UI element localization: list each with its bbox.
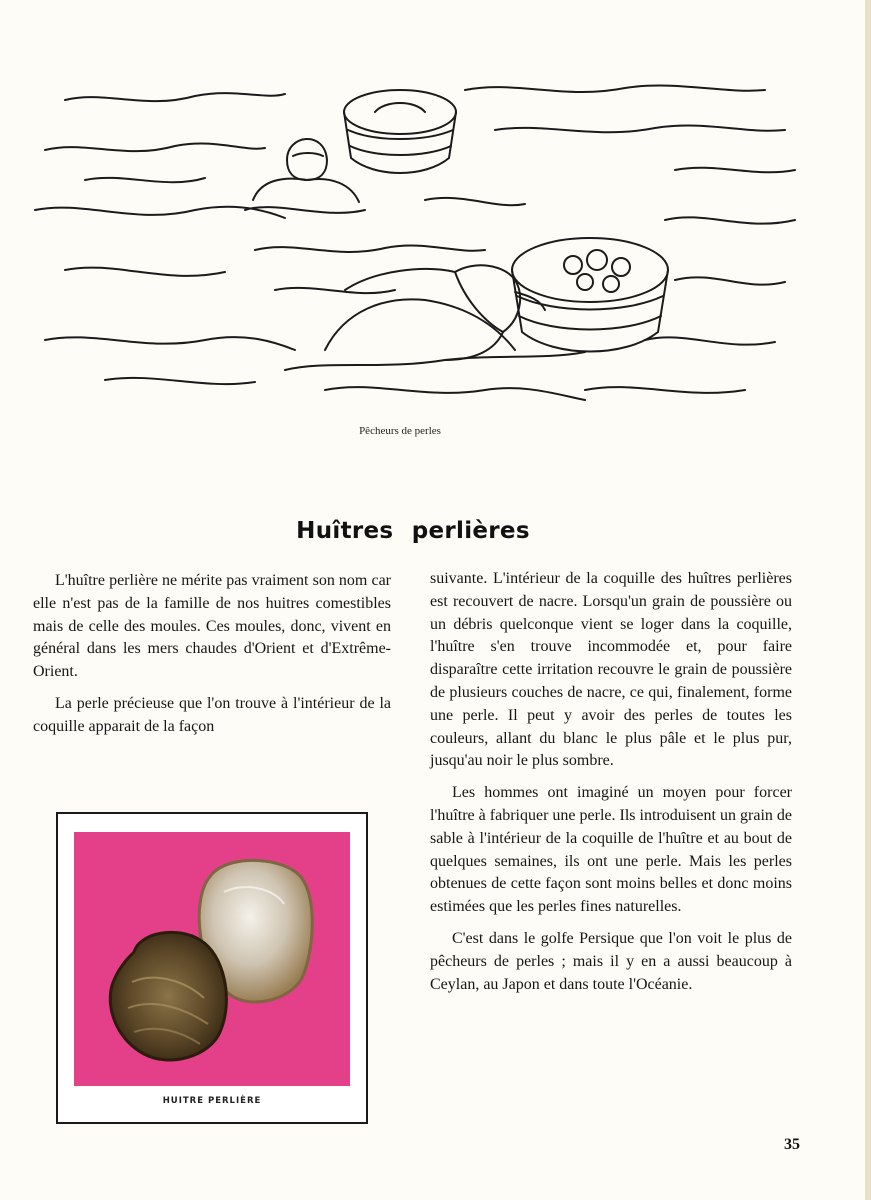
left-column	[33, 570, 391, 748]
photo-caption: HUITRE PERLIÈRE	[162, 1096, 262, 1106]
floating-basket-icon	[344, 90, 456, 173]
article-title: Huîtres perlières	[296, 518, 530, 544]
right-column	[430, 568, 792, 1005]
paragraph: suivante. L'intérieur de la coquille des huîtres perlières est recouvert de nacre. Lorsqu'un grain de poussière ou un débris quelconque vient se loger dans la coquille, l'huître s'en trouve incommodée et, pour faire disparaître cette irritation recouvre le grain de poussière de plusieurs couches de nacre, ce qui, finalement, forme une perle. Il peut y avoir des perles de toutes les couleurs, allant du blanc le plus pâle et le plus pur, jusqu'au noir le plus sombre.	[430, 570, 792, 770]
illustration-caption: Pêcheurs de perles	[359, 425, 441, 437]
oyster-photo	[74, 832, 350, 1086]
diver-swimming-icon	[285, 265, 585, 370]
pearl-divers-illustration	[25, 60, 815, 420]
basket-with-oysters-icon	[512, 238, 668, 352]
oyster-photo-frame	[56, 812, 368, 1124]
diver-left-icon	[245, 139, 365, 213]
paragraph: La perle précieuse que l'on trouve à l'intérieur de la coquille apparait de la façon	[33, 694, 391, 735]
paragraph: C'est dans le golfe Persique que l'on voit le plus de pêcheurs de perles ; mais il y en a aussi beaucoup à Ceylan, au Japon et dans toute l'Océanie.	[430, 929, 792, 993]
paragraph: Les hommes ont imaginé un moyen pour forcer l'huître à fabriquer une perle. Ils introduisent un grain de sable à l'intérieur de la coquille de l'huître et au bout de quelques semaines, ils ont une perle. Mais les perles obtenues de cette façon sont moins belles et donc moins estimées que les perles fines naturelles.	[430, 784, 792, 916]
oyster-shell-photo	[74, 832, 350, 1086]
page-number: 35	[784, 1136, 800, 1153]
paragraph: L'huître perlière ne mérite pas vraiment son nom car elle n'est pas de la famille de nos huitres comestibles mais de celle des moules. Ces moules, donc, vivent en général dans les mers chaudes d'Orient et d'Extrême-Orient.	[33, 572, 391, 681]
